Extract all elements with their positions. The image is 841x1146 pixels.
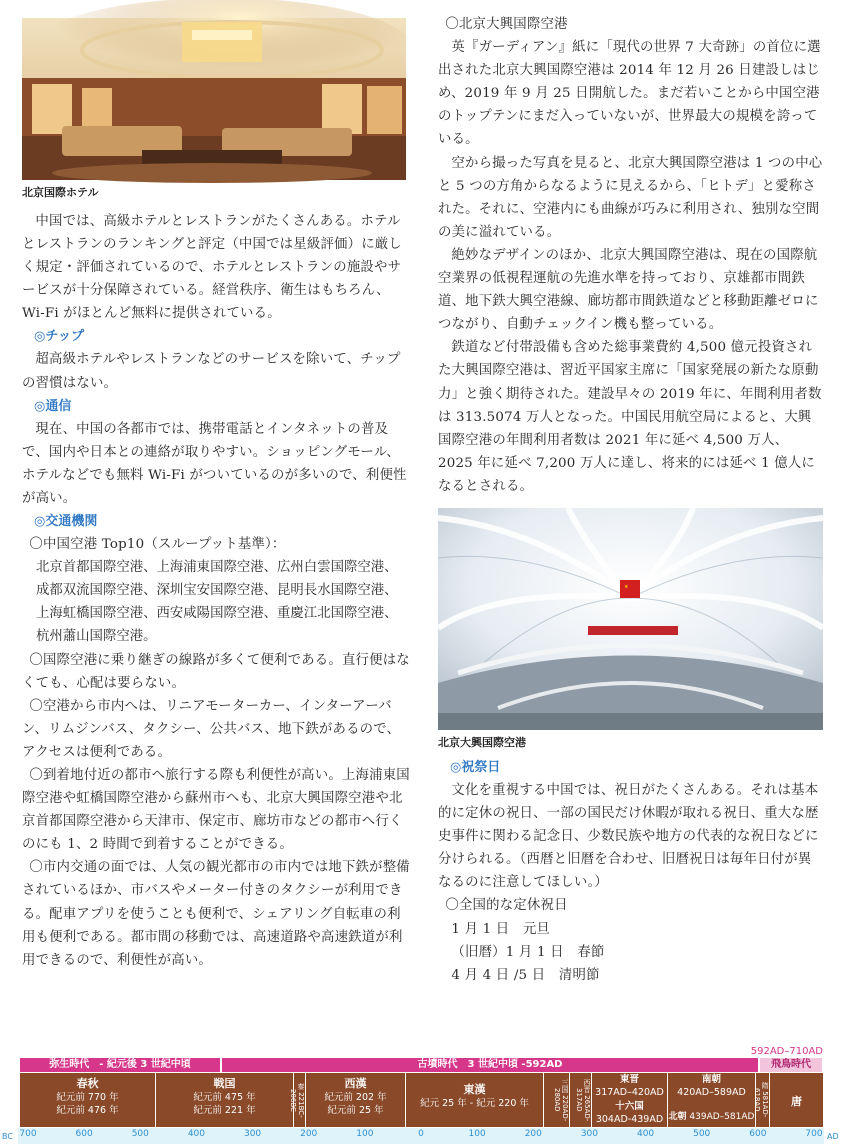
period-northern-dynasties-dates: 439AD–581AD	[689, 1112, 755, 1122]
period-three-kingdoms: 三国 220AD-280AD	[544, 1073, 570, 1127]
period-chunqiu-end: 紀元前 476 年	[56, 1105, 119, 1116]
period-northern-dynasties-name: 北朝	[668, 1112, 687, 1122]
period-zhanguo-name: 戦国	[213, 1077, 236, 1090]
period-sui: 隋 581AD-618AD	[756, 1073, 770, 1127]
daxing-heading: 〇北京大興国際空港	[445, 17, 568, 32]
axis-end-label: AD	[827, 1132, 839, 1141]
hotel-lobby-image	[22, 18, 406, 180]
axis-tick-label: 700	[805, 1129, 823, 1139]
tip-paragraph: 超高級ホテルやレストランなどのサービスを除いて、チップの習慣はない。	[22, 352, 401, 391]
period-eastern-han-name: 東漢	[463, 1083, 486, 1096]
axis-start-label: BC	[2, 1132, 13, 1141]
holiday-paragraph: 文化を重視する中国では、祝日がたくさんある。それは基本的に定休の祝日、一部の国民だけ休暇が取れる祝日、重大な歴史事件に関わる記念日、少数民族や地方の代表的な祝日などに分けられる。（西暦と旧暦を合わせ、旧暦祝日は毎年日付が異なるのに注意してほしい。）	[438, 782, 819, 891]
period-southern-dynasties-dates: 420AD–589AD	[677, 1087, 746, 1098]
airport-to-city-paragraph: 〇空港から市内へは、リニアモーターカー、インターアーバン、リムジンバス、タクシー、公共バス、地下鉄があるので、アクセスは便利である。	[22, 698, 401, 760]
axis-tick-label: 500	[131, 1129, 149, 1139]
city-traffic-paragraph: 〇市内交通の面では、人気の観光都市の市内では地下鉄が整備されているほか、市バスやメーター付きのタクシーが利用できる。配車アプリを使うことも便利で、シェアリング自転車の利用も便利である。都市間の移動では、高速道路や高速鉄道が利用できるので、利便性が高い。	[22, 860, 410, 968]
axis-tick-label: 100	[468, 1129, 486, 1139]
daxing-paragraph-2: 空から撮った写真を見ると、北京大興国際空港は 1 つの中心と 5 つの方角からなるように見えるから、「ヒトデ」と愛称された。それに、空港内にも曲線が巧みに利用され、独別な空間の美に溢れている。	[438, 155, 823, 240]
hotel-photo-caption: 北京国際ホテル	[22, 186, 99, 199]
airport-interior-image	[438, 508, 823, 730]
period-western-han-start: 紀元前 202 年	[324, 1092, 387, 1103]
airport-photo-caption: 北京大興国際空港	[438, 735, 526, 749]
communication-paragraph: 現在、中国の各都市では、携帯電話とインタネットの普及で、国内や日本との連絡が取りやすい。ショッピングモール、ホテルなどでも無料 Wi-Fi がついているのが多いので、利便性が高い。	[22, 421, 407, 506]
period-eastern-han-dates: 紀元 25 年 - 紀元 220 年	[420, 1098, 529, 1109]
period-chunqiu-start: 紀元前 770 年	[56, 1092, 119, 1103]
period-eastern-han	[406, 1073, 544, 1127]
period-qin: 秦 221BC-206BC	[294, 1073, 306, 1127]
axis-tick-label: 400	[187, 1129, 206, 1139]
timeline-band-asuka: 飛鳥時代	[760, 1058, 822, 1072]
period-tang-name: 唐	[791, 1095, 802, 1108]
axis-tick-label: 300	[580, 1129, 599, 1139]
axis-tick-label: 400	[636, 1129, 655, 1139]
period-western-han-end: 紀元前 25 年	[327, 1105, 384, 1116]
period-chunqiu-name: 春秋	[76, 1077, 99, 1090]
holiday-item-spring-festival: （旧暦）1 月 1 日 春節	[451, 944, 605, 960]
axis-tick-label: 300	[243, 1129, 262, 1139]
airport-top10-list: 北京首都国際空港、上海浦東国際空港、広州白雲国際空港、成都双流国際空港、深圳宝安国際空港、昆明長水国際空港、上海虹橋国際空港、西安咸陽国際空港、重慶江北国際空港、杭州蕭山国際空港。	[36, 560, 398, 645]
airport-top10-title: 〇中国空港 Top10（スループット基準）：	[29, 537, 286, 553]
period-sixteen-kingdoms-name: 十六国	[615, 1101, 644, 1112]
nearby-cities-paragraph: 〇到着地付近の都市へ旅行する際も利便性が高い。上海浦東国際空港や虹橋国際空港から蘇州市へも、北京大興国際空港や北京首都国際空港から天津市、保定市、廊坊市などの都市へ行くのにも 1、2 時間で到着することができる。	[22, 767, 410, 853]
holiday-heading: ◎祝祭日	[450, 759, 501, 775]
period-northern-dynasties	[668, 1107, 756, 1127]
period-tang	[770, 1073, 824, 1127]
svg-text:★: ★	[624, 583, 629, 590]
period-southern-dynasties-name: 南朝	[701, 1074, 721, 1085]
holiday-item-new-year: 1 月 1 日 元旦	[451, 921, 551, 937]
holiday-list-title: 〇全国的な定休祝日	[445, 898, 568, 914]
daxing-paragraph-3: 絶妙なデザインのほか、北京大興国際空港は、現在の国際航空業界の低視程運航の先進水準を持っており、京雄都市間鉄道、地下鉄大興空港線、廊坊都市間鉄道などと移動距離ゼロにつながり、自動チェックイン機も整っている。	[438, 247, 819, 333]
axis-tick-label: 700	[19, 1129, 37, 1139]
period-southern-dynasties	[668, 1073, 756, 1107]
transfer-paragraph: 〇国際空港に乗り継ぎの線路が多くて便利である。直行便はなくても、心配は要らない。	[22, 652, 410, 691]
period-zhanguo-start: 紀元前 475 年	[193, 1092, 256, 1103]
timeline-band-kofun: 古墳時代 3 世紀中頃 -592AD	[222, 1058, 758, 1072]
transport-heading: ◎交通機関	[34, 514, 98, 530]
axis-tick-label: 600	[75, 1129, 93, 1139]
period-zhanguo-end: 紀元前 221 年	[193, 1105, 256, 1116]
period-western-han-name: 西漢	[344, 1077, 367, 1090]
tip-heading: ◎チップ	[34, 329, 84, 345]
axis-tick-label: 100	[356, 1129, 374, 1139]
period-sixteen-kingdoms-dates: 304AD-439AD	[595, 1114, 664, 1125]
period-eastern-jin-dates: 317AD–420AD	[595, 1087, 664, 1098]
period-chunqiu	[20, 1073, 156, 1127]
hotel-photo	[22, 18, 406, 180]
timeline-range-note: 592AD–710AD	[750, 1046, 823, 1057]
holiday-item-qingming: 4 月 4 日 /5 日 清明節	[451, 967, 600, 983]
period-western-jin: 西晋 265AD-317AD	[570, 1073, 592, 1127]
communication-heading: ◎通信	[34, 398, 72, 414]
period-western-han	[306, 1073, 406, 1127]
right-column	[438, 0, 823, 987]
period-zhanguo	[156, 1073, 294, 1127]
timeline-band-yayoi: 弥生時代 - 紀元後 3 世紀中頃	[20, 1058, 220, 1072]
period-eastern-jin	[592, 1073, 668, 1100]
axis-tick-label: 0	[418, 1129, 424, 1139]
history-timeline	[0, 1044, 841, 1146]
timeline-axis	[18, 1128, 824, 1144]
airport-photo	[438, 508, 823, 730]
period-eastern-jin-name: 東晋	[619, 1074, 639, 1085]
axis-tick-label: 600	[749, 1129, 767, 1139]
daxing-paragraph-4: 鉄道など付帯設備も含めた総事業費約 4,500 億元投資された大興国際空港は、習近平国家主席に「国家発展の新たな原動力」と強く期待された。建設早々の 2019 年に、年間利用者数は 313.5074 万人となった。中国民用航空局によると、大興国際空港の年間利用者数は 2021 年に延べ 4,500 万人、2025 年に延べ 7,200 万人に達し、将来的には延べ 1 億人になるとされる。	[438, 340, 822, 494]
hotel-intro-paragraph: 中国では、高級ホテルとレストランがたくさんある。ホテルとレストランのランキングと評定（中国では星級評価）に厳しく規定・評価されているので、ホテルとレストランの施設やサービスが十分保障されている。経営秩序、衛生はもちろん、Wi-Fi がほとんど無料に提供されている。	[22, 214, 402, 322]
axis-tick-label: 200	[300, 1129, 318, 1139]
axis-tick-label: 200	[524, 1129, 542, 1139]
left-column	[22, 0, 410, 972]
daxing-paragraph-1: 英『ガーディアン』紙に「現代の世界 7 大奇跡」の首位に選出された北京大興国際空港は 2014 年 12 月 26 日建設しはじめ、2019 年 9 月 25 日開航した。まだ若いことから中国空港のトップテンにまだ入っていないが、世界最大の規模を誇っている。	[438, 40, 821, 148]
axis-tick-label: 500	[693, 1129, 711, 1139]
period-sixteen-kingdoms	[592, 1100, 668, 1127]
